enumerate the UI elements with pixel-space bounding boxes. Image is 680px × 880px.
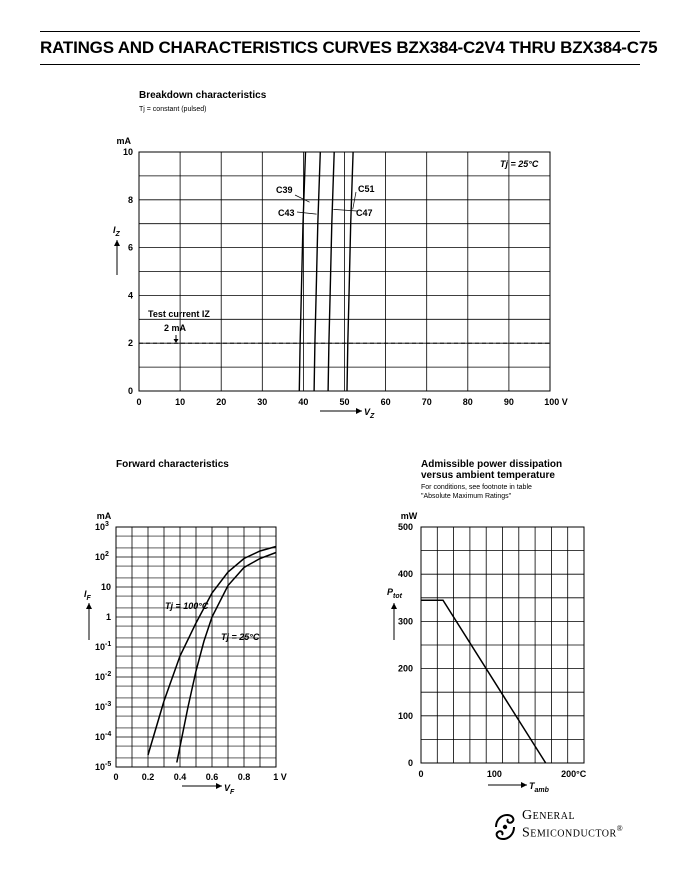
logo-text-semiconductor bbox=[522, 824, 623, 842]
forward-series-tj25 bbox=[177, 553, 276, 763]
forward-y-tick-base: 10 bbox=[94, 672, 105, 682]
breakdown-label-c47: C47 bbox=[356, 208, 373, 218]
forward-y-tick bbox=[95, 702, 105, 712]
forward-x-tick: 0.2 bbox=[141, 772, 155, 782]
forward-x-tick: 0.8 bbox=[237, 772, 251, 782]
forward-x-label-main: V bbox=[224, 783, 231, 793]
forward-y-tick bbox=[101, 582, 111, 592]
breakdown-x-tick: 60 bbox=[380, 397, 391, 407]
power-y-tick: 0 bbox=[407, 758, 413, 768]
breakdown-test-current-arrowhead bbox=[174, 339, 179, 343]
power-y-tick: 500 bbox=[397, 522, 413, 532]
power-title: Admissible power dissipation bbox=[421, 459, 563, 470]
power-y-axis-arrow-head bbox=[391, 603, 397, 609]
forward-annotation-tj25: Tj = 25°C bbox=[221, 632, 260, 642]
forward-y-unit: mA bbox=[96, 511, 112, 521]
power-y-unit: mW bbox=[400, 511, 418, 521]
breakdown-label-c43: C43 bbox=[278, 208, 295, 218]
breakdown-x-tick: 20 bbox=[216, 397, 227, 407]
power-y-tick: 300 bbox=[397, 616, 413, 627]
breakdown-y-tick: 8 bbox=[127, 194, 133, 205]
forward-y-tick bbox=[95, 642, 105, 652]
logo-text-general: General bbox=[522, 808, 576, 823]
forward-y-tick-exp: 2 bbox=[105, 551, 109, 558]
forward-y-tick-exp: -1 bbox=[105, 641, 112, 648]
page-title: RATINGS AND CHARACTERISTICS CURVES BZX384-C2V4 THRU BZX384-C75 bbox=[40, 38, 658, 57]
breakdown-x-tick: 90 bbox=[503, 397, 514, 407]
forward-y-tick-exp: -5 bbox=[105, 761, 112, 768]
breakdown-label-c51: C51 bbox=[358, 184, 375, 194]
forward-y-tick-base: 10 bbox=[100, 582, 111, 592]
breakdown-y-label-main: I bbox=[113, 225, 116, 235]
breakdown-leader-c47 bbox=[333, 209, 357, 211]
breakdown-x-axis-arrow-head bbox=[356, 408, 362, 414]
forward-x-label bbox=[224, 783, 235, 796]
breakdown-test-current-label: Test current IZ bbox=[148, 309, 210, 319]
forward-y-tick-base: 10 bbox=[94, 642, 105, 652]
breakdown-y-tick: 6 bbox=[127, 242, 133, 253]
forward-y-tick-base: 10 bbox=[94, 732, 105, 742]
forward-y-tick-exp: -2 bbox=[105, 671, 112, 678]
breakdown-x-tick: 80 bbox=[462, 397, 473, 407]
forward-y-tick-base: 10 bbox=[94, 552, 105, 562]
power-note-1: For conditions, see footnote in table bbox=[421, 484, 532, 491]
breakdown-leader-c43 bbox=[297, 212, 317, 214]
forward-y-tick-exp: -3 bbox=[105, 701, 112, 708]
forward-y-tick bbox=[95, 672, 105, 682]
power-y-label bbox=[387, 587, 403, 600]
breakdown-y-unit: mA bbox=[116, 136, 131, 146]
breakdown-y-tick: 0 bbox=[127, 386, 133, 396]
forward-x-tick: 0 bbox=[113, 772, 119, 782]
breakdown-leader-c51 bbox=[353, 192, 356, 209]
power-x-tick: 100 bbox=[486, 769, 502, 779]
forward-x-label-sub: F bbox=[230, 789, 235, 796]
breakdown-leader-c39 bbox=[295, 195, 310, 202]
breakdown-y-label bbox=[113, 225, 121, 238]
breakdown-x-tick: 0 bbox=[136, 397, 142, 407]
forward-x-tick: 0.6 bbox=[205, 772, 219, 782]
forward-y-tick-base: 1 bbox=[105, 612, 111, 622]
breakdown-y-tick: 10 bbox=[122, 147, 133, 157]
forward-y-tick-base: 10 bbox=[94, 702, 105, 712]
forward-y-tick-exp: -4 bbox=[105, 731, 112, 738]
breakdown-x-tick: 50 bbox=[339, 397, 350, 407]
breakdown-x-label-sub: Z bbox=[370, 413, 375, 420]
power-x-tick: 200°C bbox=[561, 769, 587, 779]
forward-chart bbox=[84, 459, 287, 796]
forward-y-tick-base: 10 bbox=[94, 762, 105, 772]
forward-x-axis-arrow-head bbox=[216, 783, 222, 789]
forward-title: Forward characteristics bbox=[116, 459, 229, 470]
breakdown-chart bbox=[113, 90, 568, 420]
power-x-label-main: T bbox=[529, 781, 535, 791]
forward-y-tick bbox=[95, 762, 105, 772]
registered-mark: ® bbox=[616, 824, 624, 833]
breakdown-x-tick: 30 bbox=[257, 397, 268, 407]
general-semiconductor-logo bbox=[490, 808, 640, 848]
forward-annotation-tj100: Tj = 100°C bbox=[165, 601, 209, 611]
breakdown-test-current-value: 2 mA bbox=[164, 323, 187, 333]
power-y-label-main: P bbox=[387, 587, 394, 597]
breakdown-y-label-sub: Z bbox=[115, 231, 120, 238]
forward-y-tick bbox=[95, 732, 105, 742]
breakdown-x-label bbox=[364, 407, 375, 420]
power-y-tick: 400 bbox=[397, 569, 413, 580]
power-note-2: "Absolute Maximum Ratings" bbox=[421, 493, 512, 500]
forward-y-tick-base: 10 bbox=[94, 522, 105, 532]
forward-y-tick bbox=[95, 552, 105, 562]
forward-x-tick: 0.4 bbox=[173, 772, 187, 782]
forward-y-tick-exp: 3 bbox=[105, 521, 109, 528]
logo-icon bbox=[490, 810, 520, 844]
breakdown-x-label-main: V bbox=[364, 407, 371, 417]
power-x-label bbox=[529, 781, 550, 794]
logo-text-semiconductor-word: Semiconductor bbox=[522, 825, 617, 841]
power-x-label-sub: amb bbox=[534, 787, 549, 794]
forward-y-tick bbox=[106, 612, 111, 622]
breakdown-subtitle: Tj = constant (pulsed) bbox=[139, 106, 207, 113]
forward-y-label-main: I bbox=[84, 589, 87, 599]
forward-y-axis-arrow-head bbox=[86, 603, 92, 609]
power-x-axis-arrow-head bbox=[521, 782, 527, 788]
breakdown-label-c39: C39 bbox=[276, 185, 293, 195]
breakdown-title: Breakdown characteristics bbox=[139, 90, 267, 101]
forward-y-tick bbox=[95, 522, 105, 532]
breakdown-x-tick: 100 V bbox=[544, 397, 568, 407]
power-y-tick: 100 bbox=[397, 710, 413, 721]
breakdown-x-tick: 40 bbox=[298, 397, 309, 407]
power-y-tick: 200 bbox=[397, 663, 413, 674]
breakdown-x-tick: 70 bbox=[421, 397, 432, 407]
power-title-2: versus ambient temperature bbox=[421, 470, 555, 481]
power-chart bbox=[387, 459, 587, 794]
power-x-tick: 0 bbox=[418, 769, 424, 779]
breakdown-x-tick: 10 bbox=[175, 397, 186, 407]
power-y-label-sub: tot bbox=[393, 593, 402, 600]
breakdown-condition: Tj = 25°C bbox=[500, 159, 539, 169]
breakdown-y-tick: 4 bbox=[127, 290, 133, 301]
forward-x-tick: 1 V bbox=[273, 772, 287, 782]
breakdown-y-tick: 2 bbox=[127, 338, 133, 349]
power-series-ptot bbox=[421, 600, 546, 763]
breakdown-y-axis-arrow-head bbox=[114, 240, 120, 246]
forward-y-label-sub: F bbox=[86, 595, 91, 602]
forward-y-label bbox=[84, 589, 92, 602]
